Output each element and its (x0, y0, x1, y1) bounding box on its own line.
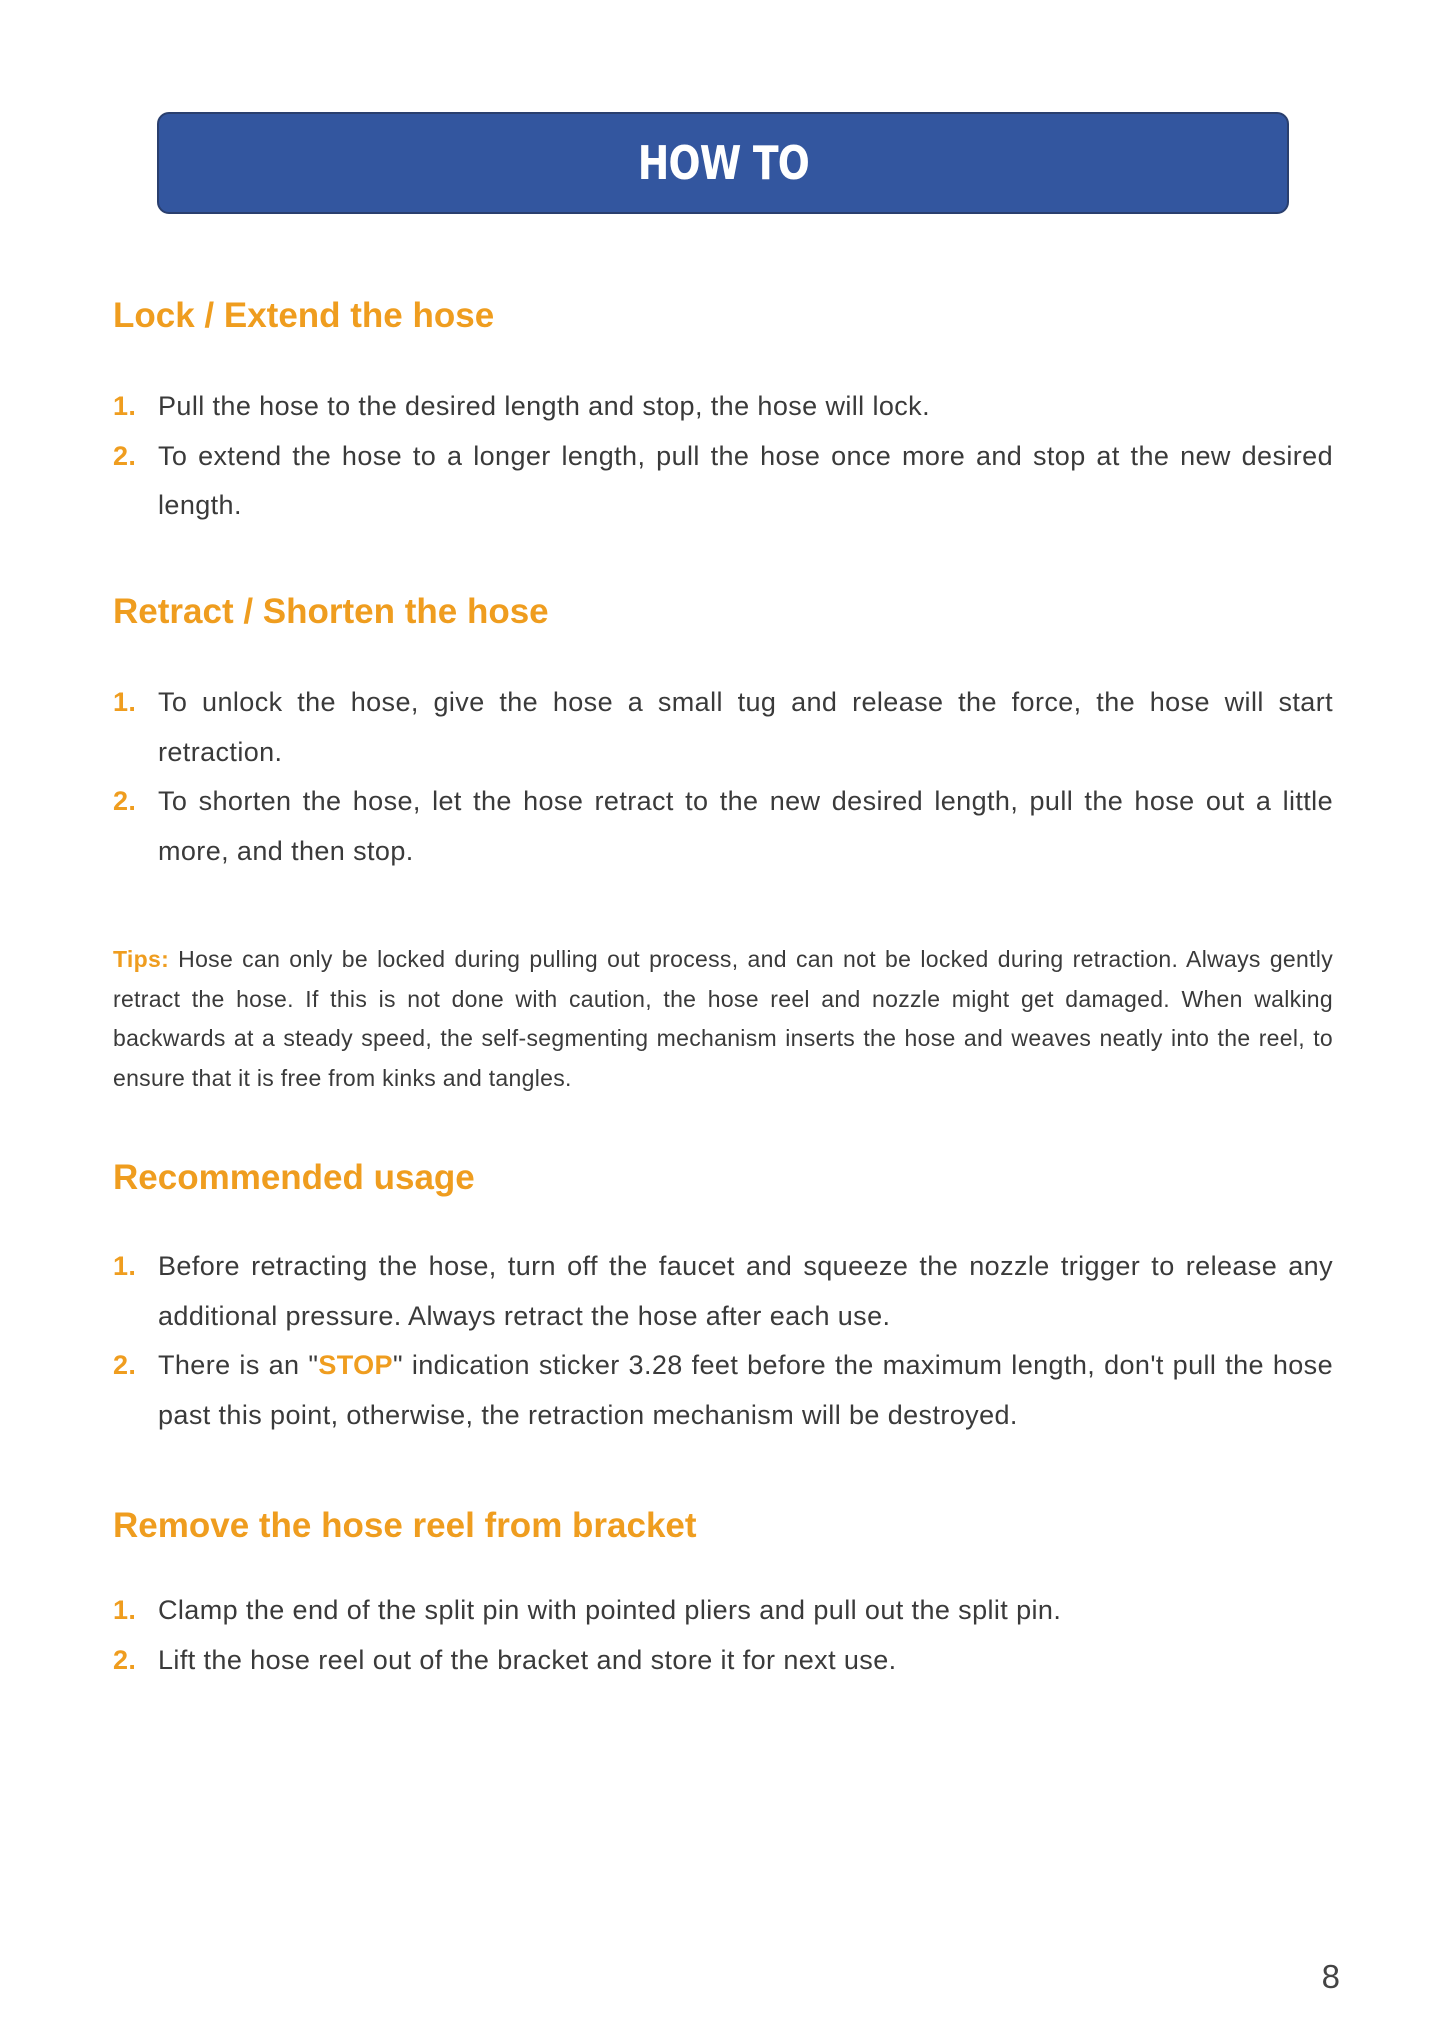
list-item (113, 1586, 1333, 1636)
steps-list (113, 1242, 1333, 1440)
page-title: HOW TO (637, 136, 809, 190)
step-number: 1. (113, 391, 137, 421)
step-text-before: There is an " (158, 1350, 319, 1380)
section-retract-shorten (113, 592, 1333, 876)
list-item (113, 382, 1333, 432)
step-text: Clamp the end of the split pin with pointed pliers and pull out the split pin. (158, 1595, 1062, 1625)
step-number: 2. (113, 1350, 137, 1380)
step-text (158, 1350, 1333, 1430)
list-item (113, 777, 1333, 876)
step-number: 2. (113, 786, 137, 816)
header-banner (157, 112, 1289, 214)
list-item (113, 432, 1333, 531)
step-text: To unlock the hose, give the hose a small tug and release the force, the hose will start retraction. (158, 687, 1333, 767)
section-heading: Recommended usage (113, 1158, 475, 1197)
stop-highlight: STOP (318, 1350, 393, 1380)
step-text: To shorten the hose, let the hose retract to the new desired length, pull the hose out a little more, and then stop. (158, 786, 1333, 866)
section-heading: Retract / Shorten the hose (113, 592, 549, 631)
steps-list (113, 382, 1333, 531)
list-item (113, 1341, 1333, 1440)
step-text-after: " indication sticker 3.28 feet before the maximum length, don't pull the hose past this point, otherwise, the retraction mechanism will be destroyed. (158, 1350, 1333, 1430)
step-text: Pull the hose to the desired length and stop, the hose will lock. (158, 391, 930, 421)
steps-list (113, 1586, 1333, 1685)
page-number: 8 (1321, 1958, 1340, 1995)
tips-paragraph (113, 940, 1333, 1098)
step-text: Lift the hose reel out of the bracket and store it for next use. (158, 1644, 897, 1675)
section-heading: Remove the hose reel from bracket (113, 1506, 697, 1545)
step-number: 1. (113, 1251, 137, 1281)
steps-list (113, 678, 1333, 876)
step-text: Before retracting the hose, turn off the faucet and squeeze the nozzle trigger to release any additional pressure. Always retract the hose after each use. (158, 1251, 1333, 1331)
tips-label: Tips: (113, 946, 170, 972)
step-number: 1. (113, 687, 137, 717)
section-lock-extend (113, 296, 1333, 531)
list-item (113, 678, 1333, 777)
section-remove-reel (113, 1506, 1333, 1685)
step-number: 1. (113, 1595, 137, 1625)
list-item (113, 1636, 1333, 1686)
step-text: To extend the hose to a longer length, pull the hose once more and stop at the new desired length. (158, 440, 1333, 520)
step-number: 2. (113, 440, 137, 471)
tips-text: Hose can only be locked during pulling out process, and can not be locked during retraction. Always gently retract the hose. If this is not done with caution, the hose reel and nozzle might get damaged. When walking backwards at a steady speed, the self-segmenting mechanism inserts the hose and weaves neatly into the reel, to ensure that it is free from kinks and tangles. (113, 946, 1333, 1091)
section-heading: Lock / Extend the hose (113, 296, 495, 335)
list-item (113, 1242, 1333, 1341)
section-recommended-usage (113, 1158, 1333, 1440)
step-number: 2. (113, 1644, 137, 1675)
